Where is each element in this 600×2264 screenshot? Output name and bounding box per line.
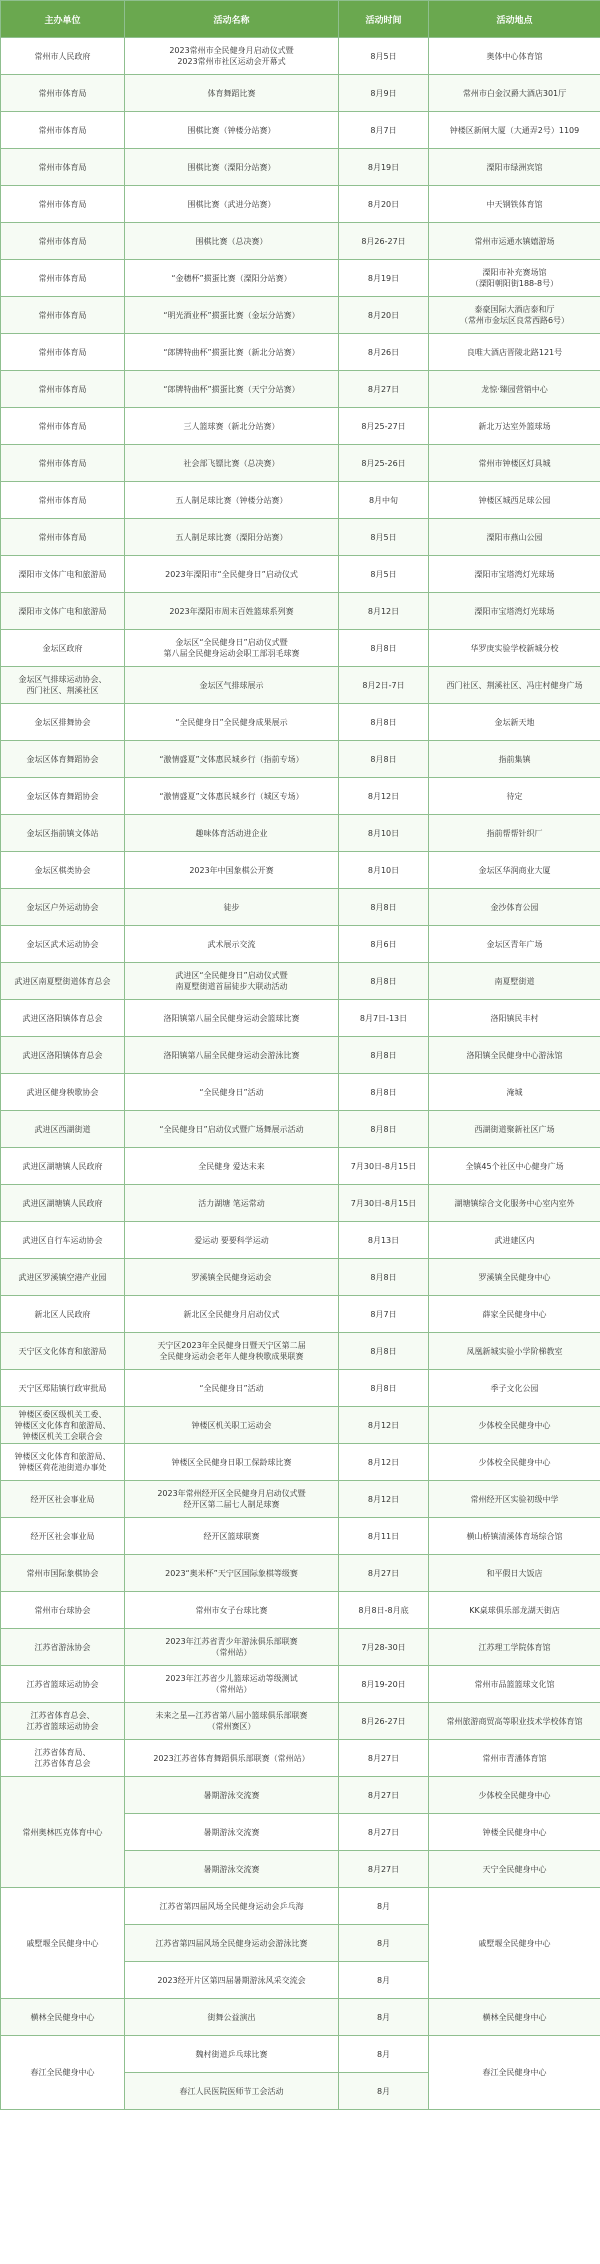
organizer-cell: 金坛区体育舞蹈协会 bbox=[1, 741, 125, 778]
activity-time-cell: 8月12日 bbox=[339, 1407, 429, 1444]
activity-name-cell: “全民健身日”全民健身成果展示 bbox=[125, 704, 339, 741]
organizer-cell: 常州奥林匹克体育中心 bbox=[1, 1777, 125, 1888]
organizer-cell: 金坛区排舞协会 bbox=[1, 704, 125, 741]
activity-name-cell: 围棋比赛（钟楼分站赛） bbox=[125, 112, 339, 149]
table-row bbox=[1, 1222, 600, 1259]
activity-time-cell: 8月8日 bbox=[339, 1111, 429, 1148]
activity-location-cell: 天宁全民健身中心 bbox=[429, 1851, 600, 1888]
activity-location-cell: 奥体中心体育馆 bbox=[429, 38, 600, 75]
activity-time-cell: 8月20日 bbox=[339, 297, 429, 334]
activity-name-cell: “金穗杯”掼蛋比赛（溧阳分站赛） bbox=[125, 260, 339, 297]
activity-name-cell: 魏村街道乒乓球比赛 bbox=[125, 2036, 339, 2073]
activity-name-cell: 2023年常州经开区全民健身月启动仪式暨 经开区第二届七人制足球赛 bbox=[125, 1481, 339, 1518]
activity-name-cell: 武术展示交流 bbox=[125, 926, 339, 963]
organizer-cell: 武进区湖塘镇人民政府 bbox=[1, 1185, 125, 1222]
organizer-cell: 常州市体育局 bbox=[1, 334, 125, 371]
activity-time-cell: 8月27日 bbox=[339, 1851, 429, 1888]
activity-time-cell: 8月26-27日 bbox=[339, 223, 429, 260]
activity-location-cell: 西湖街道聚新社区广场 bbox=[429, 1111, 600, 1148]
activity-location-cell: 少体校全民健身中心 bbox=[429, 1777, 600, 1814]
organizer-cell: 常州市人民政府 bbox=[1, 38, 125, 75]
organizer-cell: 金坛区体育舞蹈协会 bbox=[1, 778, 125, 815]
activity-name-cell: 钟楼区全民健身日职工保龄球比赛 bbox=[125, 1444, 339, 1481]
activity-time-cell: 8月12日 bbox=[339, 1444, 429, 1481]
table-row bbox=[1, 1555, 600, 1592]
activity-name-cell: 趣味体育活动进企业 bbox=[125, 815, 339, 852]
header-activity-location: 活动地点 bbox=[429, 1, 600, 38]
table-row bbox=[1, 334, 600, 371]
activity-time-cell: 8月27日 bbox=[339, 1777, 429, 1814]
organizer-cell: 常州市台球协会 bbox=[1, 1592, 125, 1629]
activity-name-cell: 街舞公益演出 bbox=[125, 1999, 339, 2036]
activity-time-cell: 8月8日 bbox=[339, 1074, 429, 1111]
organizer-cell: 江苏省篮球运动协会 bbox=[1, 1666, 125, 1703]
activity-name-cell: 天宁区2023年全民健身日暨天宁区第二届 全民健身运动会老年人健身秧歌成果联赛 bbox=[125, 1333, 339, 1370]
activity-time-cell: 8月27日 bbox=[339, 371, 429, 408]
activity-location-cell: 钟楼区新闸大厦（大通弄2号）1109 bbox=[429, 112, 600, 149]
activity-time-cell: 8月 bbox=[339, 2073, 429, 2110]
activity-time-cell: 8月8日 bbox=[339, 741, 429, 778]
activity-location-cell: 淹城 bbox=[429, 1074, 600, 1111]
table-row bbox=[1, 482, 600, 519]
activity-name-cell: 2023经开片区第四届暑期游泳风采交流会 bbox=[125, 1962, 339, 1999]
activity-time-cell: 8月10日 bbox=[339, 815, 429, 852]
activity-location-cell: 常州市青潘体育馆 bbox=[429, 1740, 600, 1777]
header-activity-name: 活动名称 bbox=[125, 1, 339, 38]
table-row bbox=[1, 1333, 600, 1370]
activity-name-cell: “激情盛夏”文体惠民城乡行（指前专场） bbox=[125, 741, 339, 778]
table-row bbox=[1, 1481, 600, 1518]
activity-name-cell: 2023年江苏省青少年游泳俱乐部联赛 （常州站） bbox=[125, 1629, 339, 1666]
activity-name-cell: 2023“奥米杯”天宁区国际象棋等级赛 bbox=[125, 1555, 339, 1592]
organizer-cell: 常州市体育局 bbox=[1, 260, 125, 297]
table-row bbox=[1, 1037, 600, 1074]
organizer-cell: 新北区人民政府 bbox=[1, 1296, 125, 1333]
activity-time-cell: 8月20日 bbox=[339, 186, 429, 223]
activity-name-cell: 体育舞蹈比赛 bbox=[125, 75, 339, 112]
activity-time-cell: 7月28-30日 bbox=[339, 1629, 429, 1666]
activity-name-cell: 罗溪镇全民健身运动会 bbox=[125, 1259, 339, 1296]
activity-location-cell: 武进建区内 bbox=[429, 1222, 600, 1259]
activity-name-cell: 暑期游泳交流赛 bbox=[125, 1777, 339, 1814]
activity-location-cell: 待定 bbox=[429, 778, 600, 815]
table-row bbox=[1, 1740, 600, 1777]
organizer-cell: 武进区洛阳镇体育总会 bbox=[1, 1000, 125, 1037]
activity-name-cell: 洛阳镇第八届全民健身运动会游泳比赛 bbox=[125, 1037, 339, 1074]
table-row bbox=[1, 1111, 600, 1148]
activity-time-cell: 8月中旬 bbox=[339, 482, 429, 519]
table-row bbox=[1, 1518, 600, 1555]
activity-time-cell: 8月8日 bbox=[339, 1037, 429, 1074]
activity-time-cell: 8月8日 bbox=[339, 1333, 429, 1370]
activity-time-cell: 8月12日 bbox=[339, 778, 429, 815]
table-row bbox=[1, 556, 600, 593]
activity-location-cell: 常州市白金汉爵大酒店301厅 bbox=[429, 75, 600, 112]
activity-location-cell: 溧阳市绿洲宾馆 bbox=[429, 149, 600, 186]
table-row bbox=[1, 926, 600, 963]
activity-location-cell: 中天钢铁体育馆 bbox=[429, 186, 600, 223]
activity-name-cell: 五人制足球比赛（溧阳分站赛） bbox=[125, 519, 339, 556]
activity-location-cell: 和平假日大饭店 bbox=[429, 1555, 600, 1592]
table-row bbox=[1, 630, 600, 667]
table-row bbox=[1, 815, 600, 852]
activity-location-cell: 金坛区青年广场 bbox=[429, 926, 600, 963]
organizer-cell: 金坛区指前镇文体站 bbox=[1, 815, 125, 852]
table-row bbox=[1, 1370, 600, 1407]
table-row bbox=[1, 445, 600, 482]
activity-location-cell: 常州旅游商贸高等职业技术学校体育馆 bbox=[429, 1703, 600, 1740]
activity-name-cell: 钟楼区机关职工运动会 bbox=[125, 1407, 339, 1444]
activity-location-cell: 江苏理工学院体育馆 bbox=[429, 1629, 600, 1666]
organizer-cell: 常州市体育局 bbox=[1, 371, 125, 408]
activity-name-cell: 金坛区“全民健身日”启动仪式暨 第八届全民健身运动会职工部羽毛球赛 bbox=[125, 630, 339, 667]
organizer-cell: 武进区自行车运动协会 bbox=[1, 1222, 125, 1259]
activity-name-cell: 2023年江苏省少儿篮球运动等级测试 （常州站） bbox=[125, 1666, 339, 1703]
table-row bbox=[1, 1185, 600, 1222]
activity-time-cell: 8月26日 bbox=[339, 334, 429, 371]
table-row bbox=[1, 297, 600, 334]
table-row bbox=[1, 963, 600, 1000]
organizer-cell: 江苏省体育总会、 江苏省篮球运动协会 bbox=[1, 1703, 125, 1740]
activity-time-cell: 8月27日 bbox=[339, 1555, 429, 1592]
organizer-cell: 江苏省体育局、 江苏省体育总会 bbox=[1, 1740, 125, 1777]
activity-name-cell: “全民健身日”活动 bbox=[125, 1370, 339, 1407]
organizer-cell: 常州市国际象棋协会 bbox=[1, 1555, 125, 1592]
activity-location-cell: KK桌球俱乐部龙湖天街店 bbox=[429, 1592, 600, 1629]
table-row bbox=[1, 408, 600, 445]
activity-name-cell: 暑期游泳交流赛 bbox=[125, 1851, 339, 1888]
table-row bbox=[1, 778, 600, 815]
organizer-cell: 天宁区文化体育和旅游局 bbox=[1, 1333, 125, 1370]
table-row bbox=[1, 1888, 600, 1925]
activity-time-cell: 8月8日 bbox=[339, 630, 429, 667]
table-row bbox=[1, 75, 600, 112]
activity-time-cell: 8月5日 bbox=[339, 38, 429, 75]
activity-location-cell: 凤凰新城实验小学阶梯教室 bbox=[429, 1333, 600, 1370]
activity-name-cell: 社会部飞镖比赛（总决赛） bbox=[125, 445, 339, 482]
organizer-cell: 金坛区气排球运动协会、 西门社区、荆溪社区 bbox=[1, 667, 125, 704]
activity-location-cell: 溧阳市宝塔湾灯光球场 bbox=[429, 556, 600, 593]
organizer-cell: 金坛区武术运动协会 bbox=[1, 926, 125, 963]
activity-name-cell: 爱运动 要要科学运动 bbox=[125, 1222, 339, 1259]
header-organizer: 主办单位 bbox=[1, 1, 125, 38]
activity-time-cell: 8月 bbox=[339, 2036, 429, 2073]
organizer-cell: 金坛区户外运动协会 bbox=[1, 889, 125, 926]
activity-name-cell: 2023江苏省体育舞蹈俱乐部联赛（常州站） bbox=[125, 1740, 339, 1777]
organizer-cell: 横林全民健身中心 bbox=[1, 1999, 125, 2036]
organizer-cell: 常州市体育局 bbox=[1, 112, 125, 149]
activity-time-cell: 8月 bbox=[339, 1888, 429, 1925]
table-row bbox=[1, 704, 600, 741]
activity-time-cell: 8月25-26日 bbox=[339, 445, 429, 482]
activity-location-cell: 常州市钟楼区灯具城 bbox=[429, 445, 600, 482]
activity-name-cell: 江苏省第四届风场全民健身运动会游泳比赛 bbox=[125, 1925, 339, 1962]
activity-location-cell: 良唯大酒店晋陵北路121号 bbox=[429, 334, 600, 371]
activity-time-cell: 8月27日 bbox=[339, 1814, 429, 1851]
activity-location-cell: 金沙体育公园 bbox=[429, 889, 600, 926]
activity-location-cell: 戚墅堰全民健身中心 bbox=[429, 1888, 600, 1999]
activity-time-cell: 8月8日 bbox=[339, 889, 429, 926]
activity-location-cell: 指前帮帮针织厂 bbox=[429, 815, 600, 852]
activity-location-cell: 春江全民健身中心 bbox=[429, 2036, 600, 2110]
activity-location-cell: 湖塘镇综合文化服务中心室内室外 bbox=[429, 1185, 600, 1222]
activity-location-cell: 洛阳镇民丰村 bbox=[429, 1000, 600, 1037]
activity-location-cell: 钟楼全民健身中心 bbox=[429, 1814, 600, 1851]
organizer-cell: 常州市体育局 bbox=[1, 149, 125, 186]
activity-time-cell: 7月30日-8月15日 bbox=[339, 1185, 429, 1222]
activity-name-cell: “全民健身日”活动 bbox=[125, 1074, 339, 1111]
organizer-cell: 常州市体育局 bbox=[1, 408, 125, 445]
organizer-cell: 武进区西湖街道 bbox=[1, 1111, 125, 1148]
organizer-cell: 武进区罗溪镇空港产业园 bbox=[1, 1259, 125, 1296]
activity-name-cell: 新北区全民健身月启动仪式 bbox=[125, 1296, 339, 1333]
activity-name-cell: “激情盛夏”文体惠民城乡行（城区专场） bbox=[125, 778, 339, 815]
organizer-cell: 常州市体育局 bbox=[1, 519, 125, 556]
activity-name-cell: 春江人民医院医师节工会活动 bbox=[125, 2073, 339, 2110]
organizer-cell: 武进区洛阳镇体育总会 bbox=[1, 1037, 125, 1074]
table-row bbox=[1, 1407, 600, 1444]
activity-time-cell: 8月25-27日 bbox=[339, 408, 429, 445]
activity-name-cell: 全民健身 爱达未来 bbox=[125, 1148, 339, 1185]
activity-location-cell: 金坛新天地 bbox=[429, 704, 600, 741]
activity-time-cell: 8月10日 bbox=[339, 852, 429, 889]
activity-location-cell: 华罗庚实验学校新城分校 bbox=[429, 630, 600, 667]
activity-name-cell: 江苏省第四届风场全民健身运动会乒乓海 bbox=[125, 1888, 339, 1925]
table-row bbox=[1, 371, 600, 408]
table-row bbox=[1, 1000, 600, 1037]
organizer-cell: 常州市体育局 bbox=[1, 482, 125, 519]
table-row bbox=[1, 1592, 600, 1629]
activity-time-cell: 8月6日 bbox=[339, 926, 429, 963]
organizer-cell: 常州市体育局 bbox=[1, 186, 125, 223]
table-header-row bbox=[1, 1, 600, 38]
activity-time-cell: 8月8日 bbox=[339, 1370, 429, 1407]
activity-location-cell: 季子文化公园 bbox=[429, 1370, 600, 1407]
activity-time-cell: 8月8日 bbox=[339, 963, 429, 1000]
activity-name-cell: “明光酒业杯”掼蛋比赛（金坛分站赛） bbox=[125, 297, 339, 334]
activity-time-cell: 8月5日 bbox=[339, 556, 429, 593]
table-row bbox=[1, 519, 600, 556]
activity-name-cell: 洛阳镇第八届全民健身运动会篮球比赛 bbox=[125, 1000, 339, 1037]
organizer-cell: 常州市体育局 bbox=[1, 223, 125, 260]
activity-location-cell: 全镇45个社区中心健身广场 bbox=[429, 1148, 600, 1185]
activity-name-cell: 暑期游泳交流赛 bbox=[125, 1814, 339, 1851]
activity-location-cell: 洛阳镇全民健身中心游泳馆 bbox=[429, 1037, 600, 1074]
table-row bbox=[1, 186, 600, 223]
activity-time-cell: 8月27日 bbox=[339, 1740, 429, 1777]
organizer-cell: 经开区社会事业局 bbox=[1, 1481, 125, 1518]
activity-name-cell: “郎牌特曲杯”掼蛋比赛（天宁分站赛） bbox=[125, 371, 339, 408]
activity-name-cell: 金坛区气排球展示 bbox=[125, 667, 339, 704]
activity-name-cell: 围棋比赛（总决赛） bbox=[125, 223, 339, 260]
activity-name-cell: 五人制足球比赛（钟楼分站赛） bbox=[125, 482, 339, 519]
activity-location-cell: 横山桥镇清溪体育场综合馆 bbox=[429, 1518, 600, 1555]
activity-location-cell: 溧阳市补充赛场馆 （溧阳朝阳街188-8号） bbox=[429, 260, 600, 297]
organizer-cell: 常州市体育局 bbox=[1, 445, 125, 482]
activity-time-cell: 8月12日 bbox=[339, 593, 429, 630]
organizer-cell: 溧阳市文体广电和旅游局 bbox=[1, 593, 125, 630]
activity-location-cell: 钟楼区城西足球公园 bbox=[429, 482, 600, 519]
table-row bbox=[1, 1666, 600, 1703]
activity-location-cell: 泰豪国际大酒店泰和厅 （常州市金坛区良常西路6号） bbox=[429, 297, 600, 334]
activity-location-cell: 横林全民健身中心 bbox=[429, 1999, 600, 2036]
activity-time-cell: 8月7日 bbox=[339, 1296, 429, 1333]
table-row bbox=[1, 223, 600, 260]
activity-time-cell: 7月30日-8月15日 bbox=[339, 1148, 429, 1185]
table-row bbox=[1, 1999, 600, 2036]
activity-name-cell: 2023年溧阳市“全民健身日”启动仪式 bbox=[125, 556, 339, 593]
activity-time-cell: 8月8日 bbox=[339, 704, 429, 741]
table-row bbox=[1, 593, 600, 630]
organizer-cell: 常州市体育局 bbox=[1, 297, 125, 334]
activity-location-cell: 少体校全民健身中心 bbox=[429, 1407, 600, 1444]
table-row bbox=[1, 1444, 600, 1481]
activity-time-cell: 8月2日-7日 bbox=[339, 667, 429, 704]
activity-location-cell: 南夏墅街道 bbox=[429, 963, 600, 1000]
activity-time-cell: 8月 bbox=[339, 1999, 429, 2036]
activity-name-cell: 徒步 bbox=[125, 889, 339, 926]
organizer-cell: 经开区社会事业局 bbox=[1, 1518, 125, 1555]
table-row bbox=[1, 38, 600, 75]
table-row bbox=[1, 1703, 600, 1740]
table-row bbox=[1, 112, 600, 149]
activity-name-cell: 未来之星—江苏省第八届小篮球俱乐部联赛 （常州赛区） bbox=[125, 1703, 339, 1740]
activity-time-cell: 8月 bbox=[339, 1925, 429, 1962]
activity-name-cell: 三人篮球赛（新北分站赛） bbox=[125, 408, 339, 445]
activity-location-cell: 常州经开区实验初级中学 bbox=[429, 1481, 600, 1518]
activity-time-cell: 8月5日 bbox=[339, 519, 429, 556]
table-row bbox=[1, 2036, 600, 2073]
organizer-cell: 武进区健身秧歌协会 bbox=[1, 1074, 125, 1111]
organizer-cell: 钟楼区文化体育和旅游局、 钟楼区荷花池街道办事处 bbox=[1, 1444, 125, 1481]
table-body bbox=[1, 38, 600, 2110]
table-row bbox=[1, 1777, 600, 1814]
activity-location-cell: 少体校全民健身中心 bbox=[429, 1444, 600, 1481]
organizer-cell: 天宁区郑陆镇行政审批局 bbox=[1, 1370, 125, 1407]
table-row bbox=[1, 1259, 600, 1296]
table-row bbox=[1, 1629, 600, 1666]
activity-name-cell: 活力湖塘 笔运常动 bbox=[125, 1185, 339, 1222]
activity-name-cell: “全民健身日”启动仪式暨广场舞展示活动 bbox=[125, 1111, 339, 1148]
activity-time-cell: 8月26-27日 bbox=[339, 1703, 429, 1740]
table-row bbox=[1, 1074, 600, 1111]
table-row bbox=[1, 667, 600, 704]
activity-location-cell: 溧阳市宝塔湾灯光球场 bbox=[429, 593, 600, 630]
activity-name-cell: 2023年溧阳市周末百姓篮球系列赛 bbox=[125, 593, 339, 630]
activity-name-cell: “郎牌特曲杯”掼蛋比赛（新北分站赛） bbox=[125, 334, 339, 371]
organizer-cell: 武进区南夏墅街道体育总会 bbox=[1, 963, 125, 1000]
organizer-cell: 常州市体育局 bbox=[1, 75, 125, 112]
activity-time-cell: 8月19日 bbox=[339, 260, 429, 297]
organizer-cell: 金坛区政府 bbox=[1, 630, 125, 667]
activity-time-cell: 8月19-20日 bbox=[339, 1666, 429, 1703]
activity-time-cell: 8月8日-8月底 bbox=[339, 1592, 429, 1629]
activity-location-cell: 薛家全民健身中心 bbox=[429, 1296, 600, 1333]
activity-name-cell: 2023常州市全民健身月启动仪式暨 2023常州市社区运动会开幕式 bbox=[125, 38, 339, 75]
activity-location-cell: 新北万达室外篮球场 bbox=[429, 408, 600, 445]
organizer-cell: 溧阳市文体广电和旅游局 bbox=[1, 556, 125, 593]
table-row bbox=[1, 1148, 600, 1185]
organizer-cell: 武进区湖塘镇人民政府 bbox=[1, 1148, 125, 1185]
activity-time-cell: 8月7日 bbox=[339, 112, 429, 149]
table-row bbox=[1, 260, 600, 297]
activity-time-cell: 8月9日 bbox=[339, 75, 429, 112]
activity-time-cell: 8月19日 bbox=[339, 149, 429, 186]
activity-time-cell: 8月12日 bbox=[339, 1481, 429, 1518]
activity-name-cell: 围棋比赛（溧阳分站赛） bbox=[125, 149, 339, 186]
activity-time-cell: 8月13日 bbox=[339, 1222, 429, 1259]
organizer-cell: 钟楼区委区级机关工委、 钟楼区文化体育和旅游局、 钟楼区机关工会联合会 bbox=[1, 1407, 125, 1444]
activity-location-cell: 溧阳市燕山公园 bbox=[429, 519, 600, 556]
activity-name-cell: 武进区“全民健身日”启动仪式暨 南夏墅街道首届徒步大联动活动 bbox=[125, 963, 339, 1000]
organizer-cell: 春江全民健身中心 bbox=[1, 2036, 125, 2110]
activity-location-cell: 金坛区华润商业大厦 bbox=[429, 852, 600, 889]
activity-location-cell: 龙惊·臻园营销中心 bbox=[429, 371, 600, 408]
activity-location-cell: 常州市品篮篮球文化馆 bbox=[429, 1666, 600, 1703]
activity-location-cell: 指前集镇 bbox=[429, 741, 600, 778]
activity-name-cell: 经开区篮球联赛 bbox=[125, 1518, 339, 1555]
organizer-cell: 江苏省游泳协会 bbox=[1, 1629, 125, 1666]
header-activity-time: 活动时间 bbox=[339, 1, 429, 38]
activity-time-cell: 8月8日 bbox=[339, 1259, 429, 1296]
organizer-cell: 金坛区棋类协会 bbox=[1, 852, 125, 889]
activity-time-cell: 8月11日 bbox=[339, 1518, 429, 1555]
activity-name-cell: 围棋比赛（武进分站赛） bbox=[125, 186, 339, 223]
table-row bbox=[1, 889, 600, 926]
activity-location-cell: 罗溪镇全民健身中心 bbox=[429, 1259, 600, 1296]
activity-location-cell: 西门社区、荆溪社区、冯庄村健身广场 bbox=[429, 667, 600, 704]
table-row bbox=[1, 1296, 600, 1333]
activity-time-cell: 8月7日-13日 bbox=[339, 1000, 429, 1037]
activity-location-cell: 常州市运通水镇嬉游场 bbox=[429, 223, 600, 260]
organizer-cell: 戚墅堰全民健身中心 bbox=[1, 1888, 125, 1999]
activity-time-cell: 8月 bbox=[339, 1962, 429, 1999]
activity-name-cell: 常州市女子台球比赛 bbox=[125, 1592, 339, 1629]
table-row bbox=[1, 741, 600, 778]
activity-name-cell: 2023年中国象棋公开赛 bbox=[125, 852, 339, 889]
table-row bbox=[1, 852, 600, 889]
table-row bbox=[1, 149, 600, 186]
